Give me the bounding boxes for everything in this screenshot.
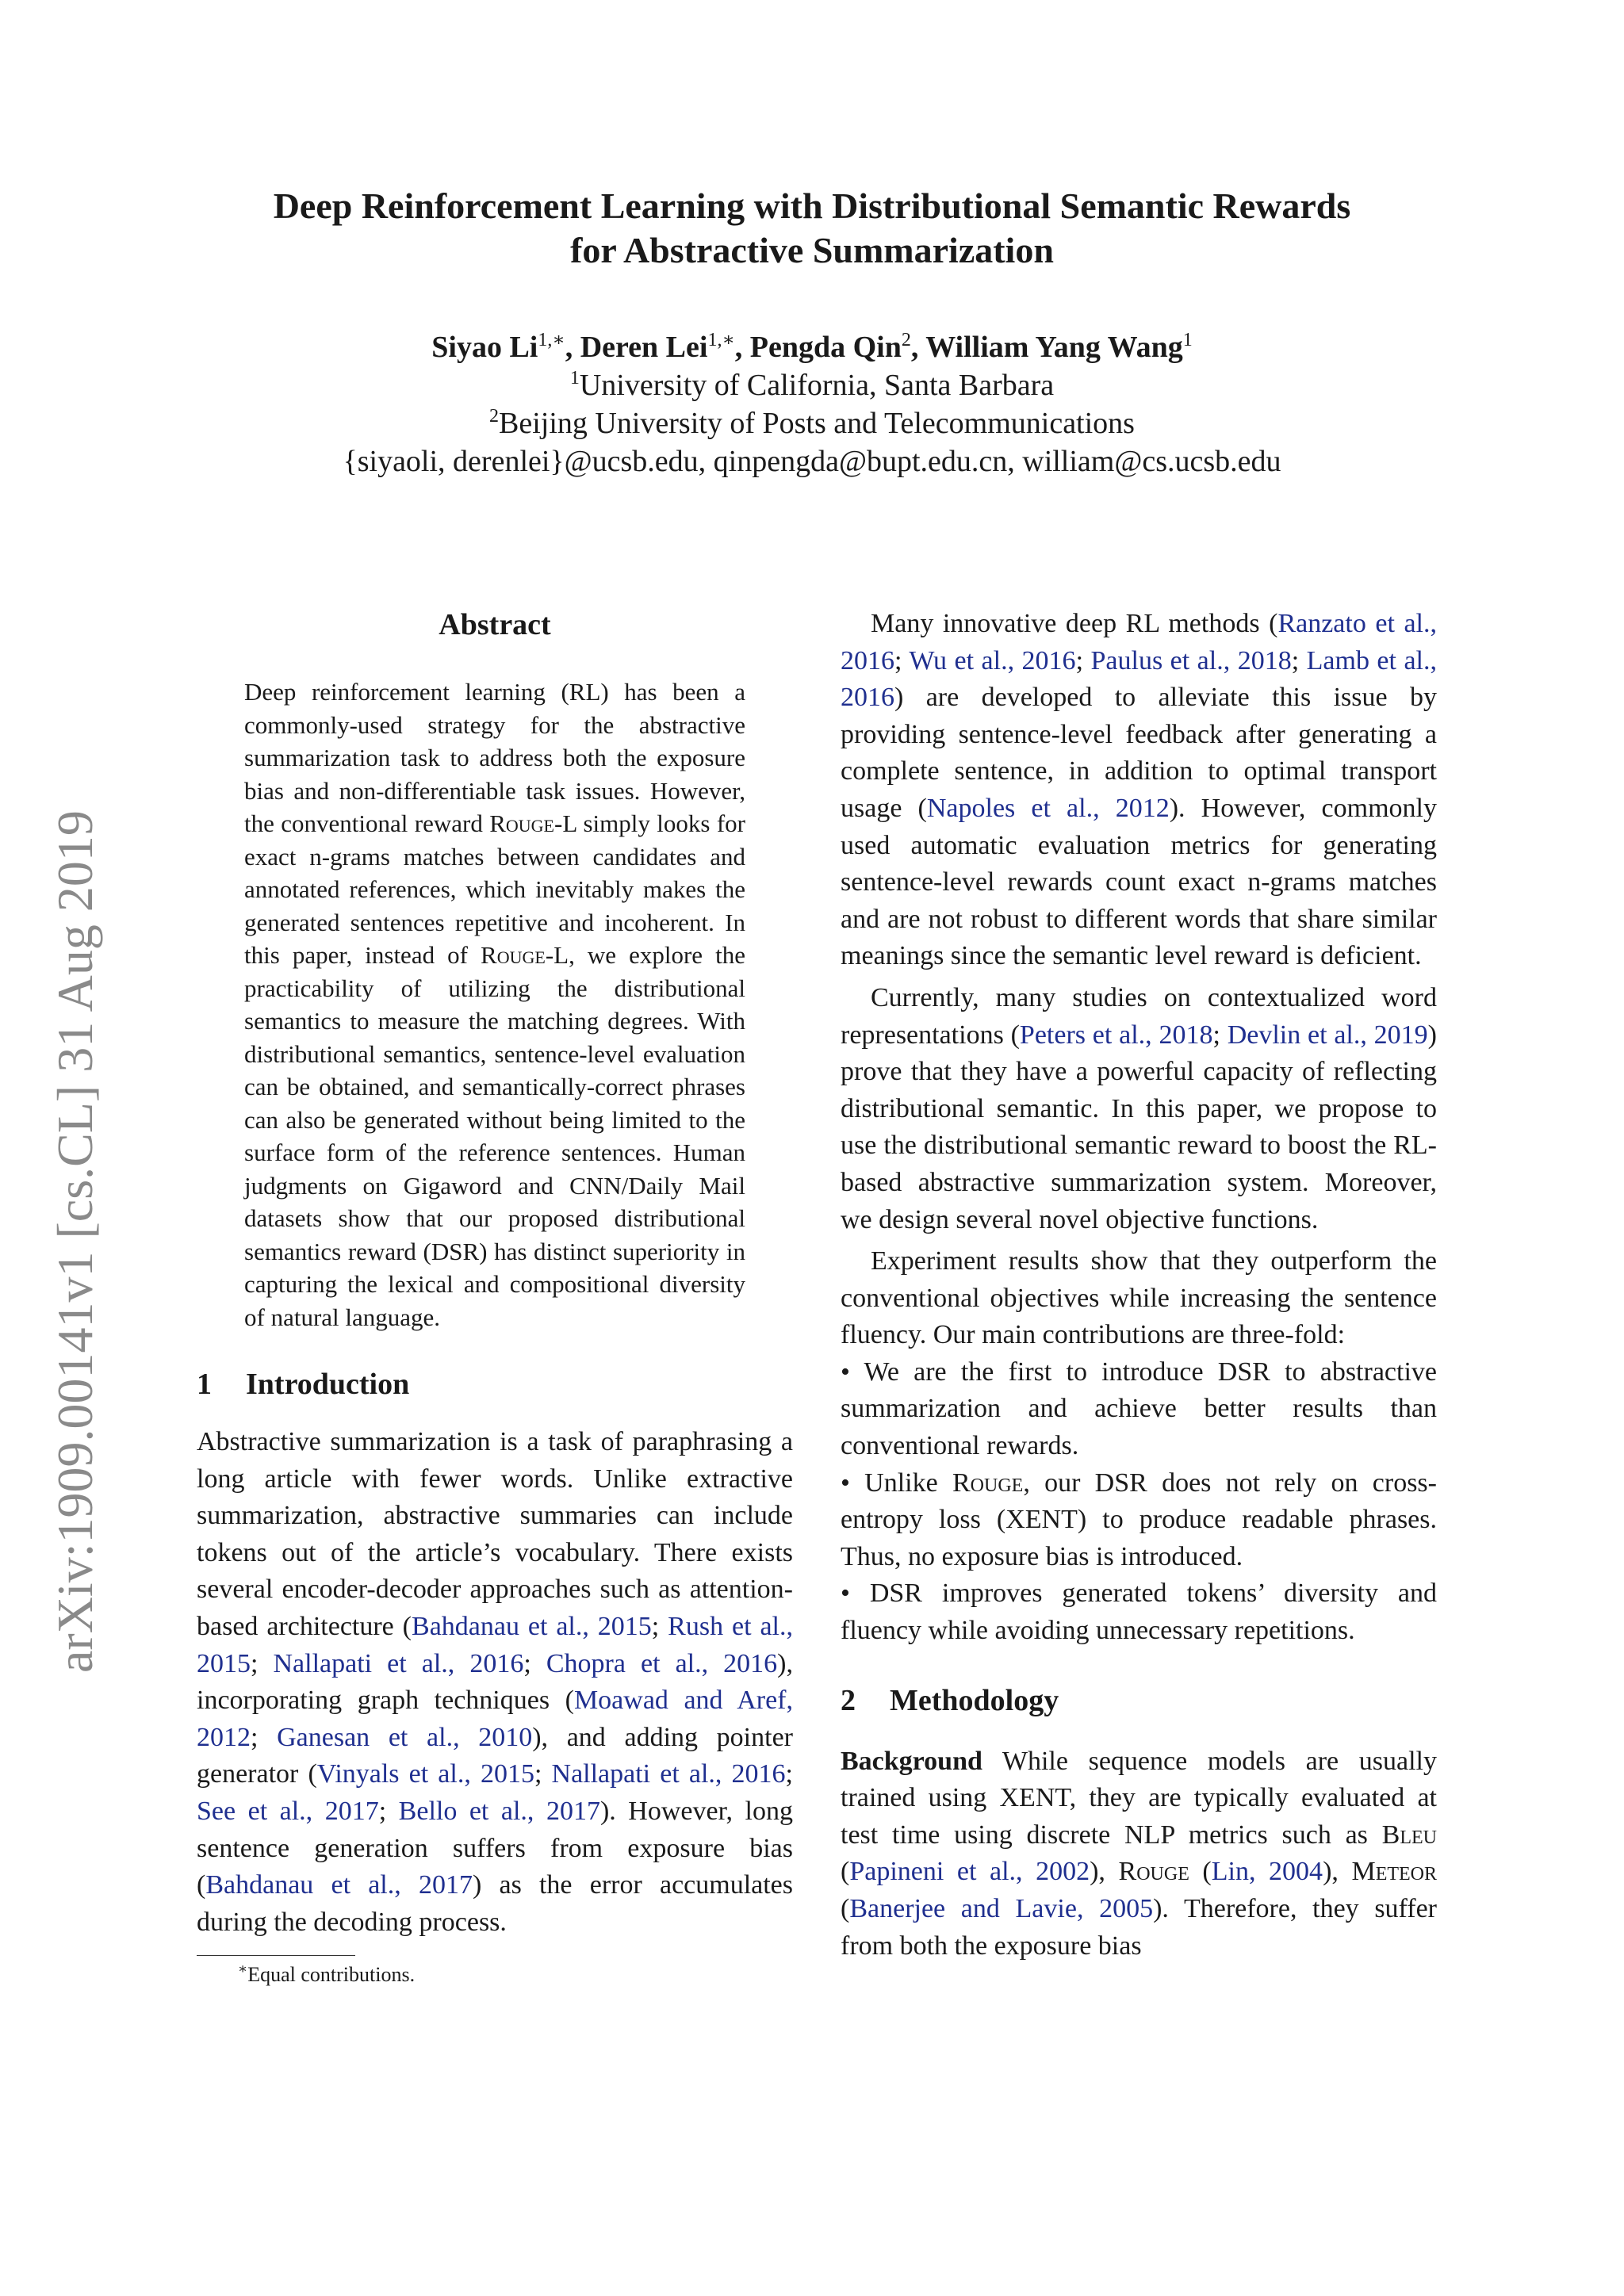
- citation-link[interactable]: Peters et al., 2018: [1019, 1020, 1213, 1050]
- citation-link[interactable]: Moawad and Aref, 2012: [197, 1686, 793, 1752]
- author-emails: {siyaoli, derenlei}@ucsb.edu, qinpengda@bupt.edu.cn, william@cs.ucsb.edu: [343, 445, 1281, 478]
- title-line-1: Deep Reinforcement Learning with Distributional Semantic Rewards: [273, 186, 1351, 226]
- author-3-mark: 2: [901, 330, 911, 350]
- paragraph-rl-methods: Many innovative deep RL methods (Ranzato et al., 2016; Wu et al., 2016; Paulus et al., 2018; Lamb et al., 2016) are developed to alleviate this issue by providing sentence-level feedback after generating a complete sentence, in addition to optimal transport usage (Napoles et al., 2012). However, commonly used automatic evaluation metrics for generating sentence-level rewards count exact n-grams matches and are not robust to different words that share similar meanings since the semantic level reward is deficient.: [841, 609, 1437, 971]
- citation-link[interactable]: See et al., 2017: [197, 1796, 379, 1826]
- citation-link[interactable]: Bello et al., 2017: [398, 1796, 600, 1826]
- citation-link[interactable]: Napoles et al., 2012: [926, 793, 1170, 823]
- paragraph-contextualized: Currently, many studies on contextualized word representations (Peters et al., 2018; Devlin et al., 2019) prove that they have a powerful capacity of reflecting distributional semantic. In this paper, we propose to use the distributional semantic reward to boost the RL-based abstractive summarization system. Moreover, we design several novel objective functions.: [841, 982, 1437, 1234]
- paper-title: [159, 184, 1465, 273]
- title-line-2: for Abstractive Summarization: [570, 230, 1054, 270]
- paragraph-experiments: Experiment results show that they outperform the conventional objectives while increasing the sentence fluency. Our main contributions are three-fold:: [841, 1246, 1437, 1350]
- citation-link[interactable]: Papineni et al., 2002: [849, 1857, 1090, 1887]
- citation-link[interactable]: Lin, 2004: [1211, 1857, 1323, 1887]
- contribution-bullet-1: • We are the first to introduce DSR to abstractive summarization and achieve better results than conventional rewards.: [841, 1357, 1437, 1461]
- author-4-mark: 1: [1182, 330, 1193, 350]
- citation-link[interactable]: Bahdanau et al., 2017: [205, 1870, 473, 1900]
- citation-link[interactable]: Nallapati et al., 2016: [273, 1648, 524, 1678]
- citation-link[interactable]: Ganesan et al., 2010: [277, 1722, 533, 1752]
- author-1: Siyao Li: [431, 331, 538, 364]
- citation-link[interactable]: Banerjee and Lavie, 2005: [849, 1894, 1154, 1923]
- citation-link[interactable]: Chopra et al., 2016: [546, 1648, 778, 1678]
- right-column: [841, 606, 1437, 1965]
- contribution-bullet-3: • DSR improves generated tokens’ diversity and fluency while avoiding unnecessary repetitions.: [841, 1578, 1437, 1646]
- author-2-mark: 1,∗: [707, 330, 735, 350]
- paragraph-background: Background While sequence models are usually trained using XENT, they are typically evaluated at test time using discrete NLP metrics such as Bleu (Papineni et al., 2002), Rouge (Lin, 2004), Meteor (Banerjee and Lavie, 2005). Therefore, they suffer from both the exposure bias: [841, 1746, 1438, 1961]
- citation-link[interactable]: Vinyals et al., 2015: [316, 1759, 534, 1789]
- author-4: William Yang Wang: [925, 331, 1183, 364]
- citation-link[interactable]: Paulus et al., 2018: [1090, 645, 1292, 675]
- citation-link[interactable]: Bahdanau et al., 2015: [412, 1611, 652, 1641]
- contribution-bullet-2: • Unlike Rouge, our DSR does not rely on cross-entropy loss (XENT) to produce readable phrases. Thus, no exposure bias is introduced.: [841, 1468, 1437, 1571]
- citation-link[interactable]: Lamb et al., 2016: [841, 645, 1437, 713]
- section-2-heading: 2 Methodology: [841, 1683, 1059, 1717]
- arxiv-identifier: arXiv:1909.00141v1 [cs.CL] 31 Aug 2019: [47, 810, 103, 1673]
- author-2: Deren Lei: [580, 331, 708, 364]
- citation-link[interactable]: Rush et al., 2015: [197, 1611, 793, 1678]
- left-column: [197, 606, 793, 1989]
- affiliation-2: $^2$Beijing University of Posts and Telecommunications: [489, 406, 1135, 440]
- citation-link[interactable]: Nallapati et al., 2016: [551, 1759, 786, 1789]
- author-block: [159, 328, 1465, 480]
- citation-link[interactable]: Wu et al., 2016: [909, 645, 1076, 675]
- footnote-rule: [197, 1955, 355, 1956]
- author-names: Siyao $Li^{1,∗}$, Deren Lei$^{1,∗}$, Pengda Qin$^2$, William Yang Wang$^1$: [431, 330, 1193, 364]
- abstract-heading: Abstract: [439, 608, 551, 641]
- abstract-text: Deep reinforcement learning (RL) has been a commonly-used strategy for the abstractive summarization task to address both the exposure bias and non-differentiable task issues. However, the conventional reward Rouge-L simply looks for exact n-grams matches between candidates and annotated references, which inevitably makes the generated sentences repetitive and incoherent. In this paper, instead of Rouge-L, we explore the practicability of utilizing the distributional semantics to measure the matching degrees. With distributional semantics, sentence-level evaluation can be obtained, and semantically-correct phrases can also be generated without being limited to the surface form of the reference sentences. Human judgments on Gigaword and CNN/Daily Mail datasets show that our proposed distributional semantics reward (DSR) has distinct superiority in capturing the lexical and compositional diversity of natural language.: [244, 678, 745, 1331]
- citation-link[interactable]: Devlin et al., 2019: [1227, 1020, 1428, 1050]
- affiliation-1: $^1$University of California, Santa Barbara: [569, 368, 1055, 402]
- intro-paragraph: Abstractive summarization is a task of paraphrasing a long article with fewer words. Unlike extractive summarization, abstractive summaries can include tokens out of the article’s vocabulary. There exists several encoder-decoder approaches such as attention-based architecture (Bahdanau et al., 2015; Rush et al., 2015; Nallapati et al., 2016; Chopra et al., 2016), incorporating graph techniques (Moawad and Aref, 2012; Ganesan et al., 2010), and adding pointer generator (Vinyals et al., 2015; Nallapati et al., 2016; See et al., 2017; Bello et al., 2017). However, long sentence generation suffers from exposure bias (Bahdanau et al., 2017) as the error accumulates during the decoding process.: [197, 1427, 794, 1937]
- section-1-heading: 1 Introduction: [197, 1368, 410, 1401]
- author-3: Pengda Qin: [749, 331, 902, 364]
- author-1-mark: 1,∗: [538, 330, 565, 350]
- title-block: [159, 184, 1465, 480]
- citation-link[interactable]: Ranzato et al., 2016: [841, 609, 1437, 675]
- footnote: ∗Equal contributions.: [238, 1961, 416, 1987]
